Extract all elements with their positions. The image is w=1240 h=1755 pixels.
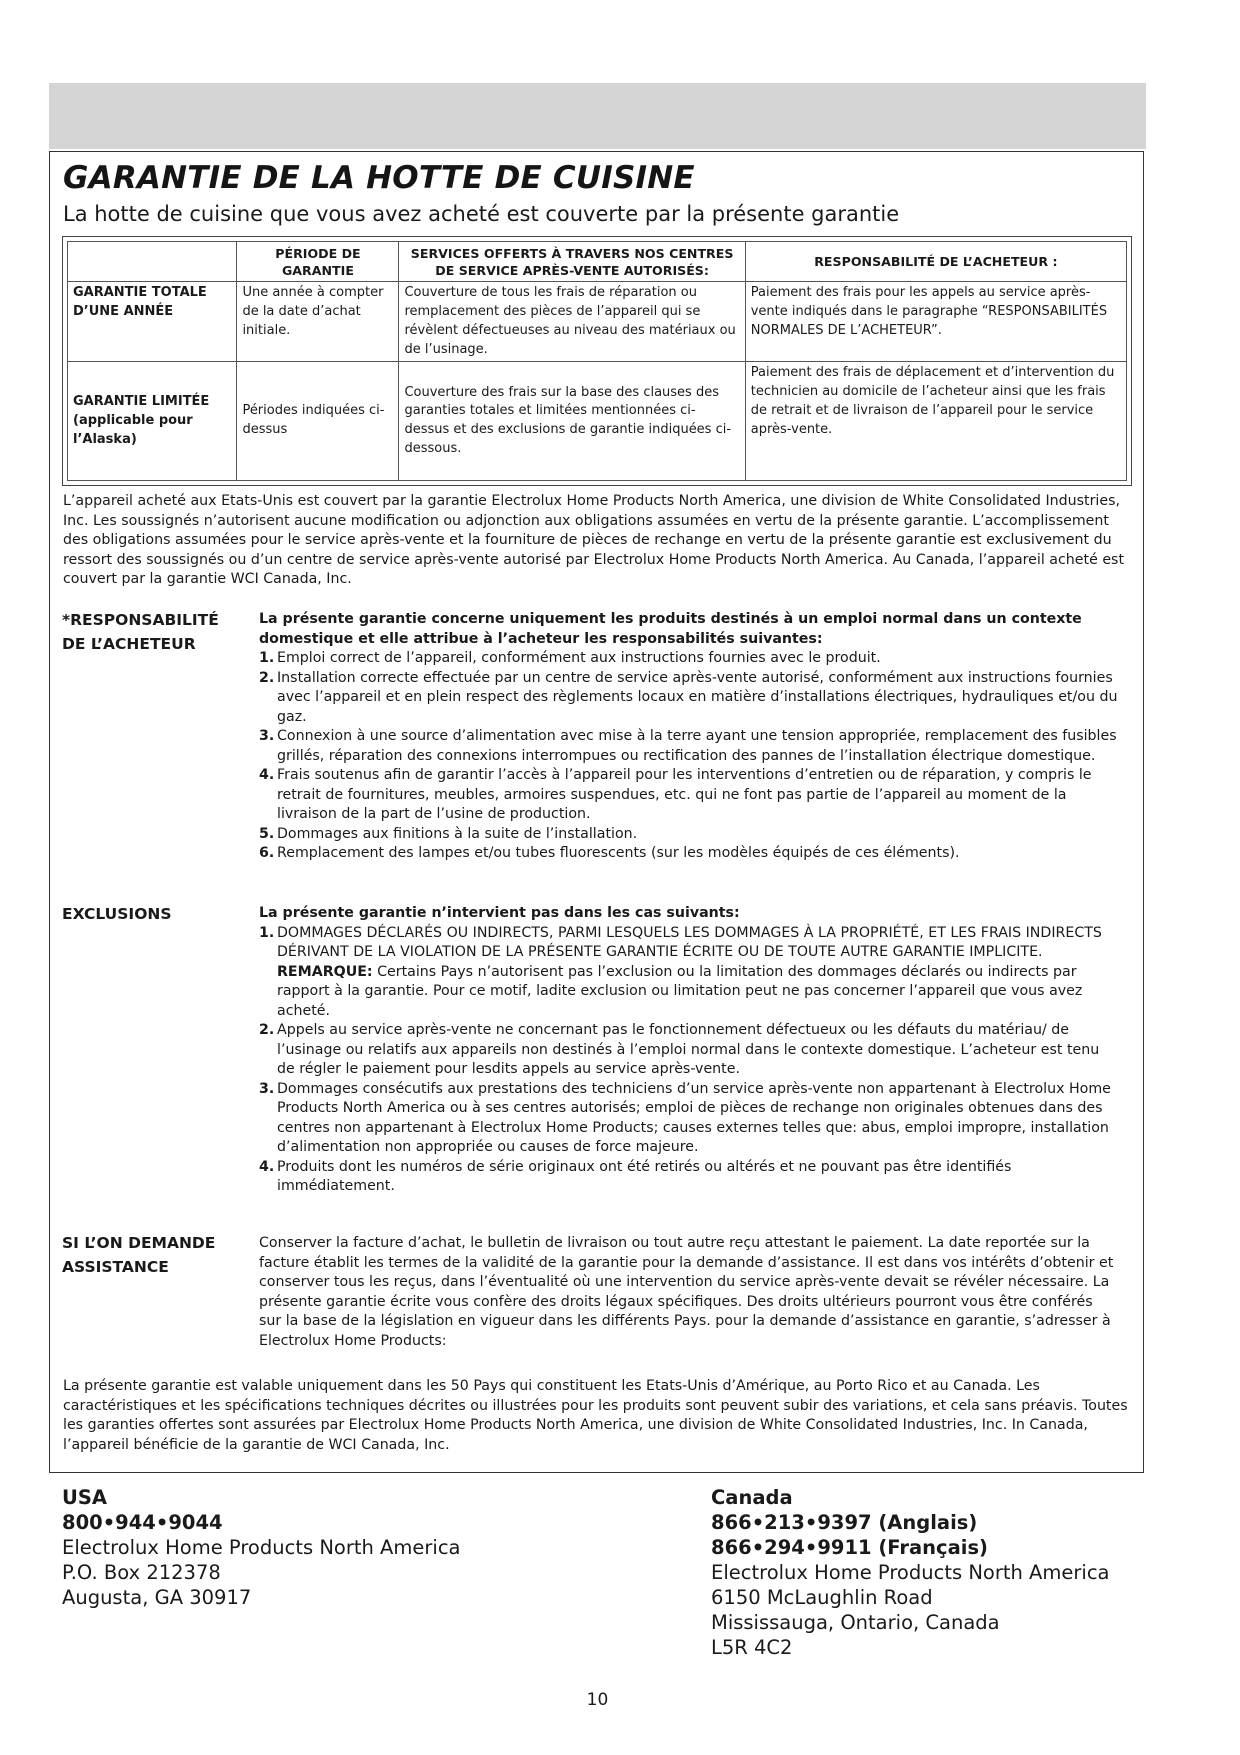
table-cell: Périodes indiquées ci-dessus — [237, 362, 399, 481]
contact-address: Augusta, GA 30917 — [62, 1586, 252, 1609]
list-item — [259, 1158, 1119, 1197]
table-cell: Couverture de tous les frais de réparation ou remplacement des pièces de l’appareil qui se révèlent défectueuses au niveau des matériaux ou de l’usinage. — [399, 282, 745, 362]
contact-country: Canada — [711, 1486, 793, 1509]
header-band — [49, 83, 1146, 149]
contact-phone: 866•213•9397 (Anglais) — [711, 1511, 978, 1534]
list-item-text: Installation correcte effectuée par un centre de service après-vente autorisé, conformément aux instructions fournies avec l’appareil et en plein respect des règlements locaux en matière d’installations électriques, hydrauliques et/ou du gaz. — [277, 669, 1118, 725]
list-item-number: 5. — [259, 825, 275, 842]
table-cell: Couverture des frais sur la base des clauses des garanties totales et limitées mentionnées ci-dessus et des exclusions de garantie indiquées ci-dessous. — [399, 362, 745, 481]
assistance-section — [259, 1234, 1119, 1351]
list-item-text: Dommages consécutifs aux prestations des techniciens d’un service après-vente non appartenant à Electrolux Home Products North America ou à ses centres autorisés; emploi de pièces de rechange non originales obtenues dans des centres non appartenant à Electrolux Home Products; causes externes telles que: abus, emploi impropre, installation d’alimentation non appropriée ou causes de force majeure. — [277, 1080, 1111, 1155]
page-title: GARANTIE DE LA HOTTE DE CUISINE — [63, 160, 695, 196]
responsibility-heading — [62, 608, 247, 656]
table-header-cell: PÉRIODE DE GARANTIE — [237, 242, 399, 282]
responsibility-heading-line: *RESPONSABILITÉ — [62, 611, 219, 629]
list-item — [259, 669, 1119, 728]
table-row — [68, 362, 1127, 481]
contact-address: 6150 McLaughlin Road — [711, 1586, 933, 1609]
table-cell: Une année à compter de la date d’achat initiale. — [237, 282, 399, 362]
list-item-text: Appels au service après-vente ne concernant pas le fonctionnement défectueux ou les défauts du matériau/ de l’usinage ou relatifs aux appareils non destinés à l’emploi normal dans le contexte domestique. L’acheteur est tenu de régler le paiement pour lesdits appels au service après-vente. — [277, 1022, 1100, 1077]
list-item — [259, 766, 1119, 825]
list-item-text: Remplacement des lampes et/ou tubes fluorescents (sur les modèles équipés de ces éléments). — [277, 845, 960, 861]
list-item-text: DOMMAGES DÉCLARÉS OU INDIRECTS, PARMI LESQUELS LES DOMMAGES À LA PROPRIÉTÉ, ET LES FRAIS INDIRECTS DÉRIVANT DE LA VIOLATION DE LA PRÉSENTE GARANTIE ÉCRITE OU DE TOUTE AUTRE GARANTIE IMPLICITE. — [277, 924, 1102, 960]
warranty-table — [67, 241, 1127, 481]
contact-country: USA — [62, 1486, 107, 1509]
contact-company: Electrolux Home Products North America — [711, 1561, 1110, 1584]
table-header-cell: RESPONSABILITÉ DE L’ACHETEUR : — [745, 242, 1126, 282]
note-text: Certains Pays n’autorisent pas l’exclusion ou la limitation des dommages déclarés ou indirects par rapport à la garantie. Pour ce motif, ladite exclusion ou limitation peut ne pas concerner l’appareil que vous avez acheté. — [277, 963, 1083, 1019]
contact-address: Mississauga, Ontario, Canada — [711, 1611, 1000, 1634]
responsibility-lead: La présente garantie concerne uniquement les produits destinés à un emploi normal dans un contexte domestique et elle attribue à l’acheteur les responsabilités suivantes: — [259, 611, 1082, 647]
contact-address: P.O. Box 212378 — [62, 1561, 221, 1584]
list-item — [259, 844, 1119, 864]
responsibility-section — [259, 610, 1119, 864]
responsibility-heading-line: DE L’ACHETEUR — [62, 635, 196, 653]
list-item-number: 4. — [259, 767, 275, 783]
list-item — [259, 924, 1119, 1022]
list-item-number: 2. — [259, 669, 275, 686]
contact-company: Electrolux Home Products North America — [62, 1536, 461, 1559]
list-item — [259, 1021, 1119, 1080]
list-item-number: 3. — [259, 1080, 275, 1097]
table-cell: Paiement des frais de déplacement et d’intervention du technicien au domicile de l’acheteur ainsi que les frais de retrait et de livraison de l’appareil pour le service après-vente. — [745, 362, 1126, 481]
table-row — [68, 282, 1127, 362]
list-item — [259, 1080, 1119, 1158]
list-item-text: Connexion à une source d’alimentation avec mise à la terre ayant une tension appropriée, remplacement des fusibles grillés, réparation des connexions interrompues ou rectification des pannes de l’installation électrique domestique. — [277, 728, 1117, 764]
list-item — [259, 825, 1119, 845]
table-cell: Paiement des frais pour les appels au service après-vente indiqués dans le paragraphe “RESPONSABILITÉS NORMALES DE L’ACHETEUR”. — [745, 282, 1126, 362]
table-row-label: GARANTIE TOTALE D’UNE ANNÉE — [68, 282, 237, 362]
list-item — [259, 727, 1119, 766]
responsibility-list — [259, 649, 1119, 864]
contact-usa — [62, 1485, 461, 1610]
warranty-table-container — [62, 236, 1132, 486]
list-item-text: Frais soutenus afin de garantir l’accès à l’appareil pour les interventions d’entretien ou de réparation, y compris le retrait de fournitures, meubles, armoires suspendues, etc. qui ne font pas partie de l’appareil au moment de la livraison de la part de l’usine de production. — [277, 767, 1092, 822]
exclusions-note — [277, 963, 1119, 1022]
assistance-heading-line: ASSISTANCE — [62, 1258, 169, 1276]
table-row-label: GARANTIE LIMITÉE (applicable pour l’Alaska) — [68, 362, 237, 481]
table-header-row — [68, 242, 1127, 282]
list-item-number: 1. — [259, 650, 275, 666]
contact-canada — [711, 1485, 1110, 1660]
note-label: REMARQUE: — [277, 963, 373, 980]
list-item-text: Emploi correct de l’appareil, conformément aux instructions fournies avec le produit. — [277, 650, 881, 666]
page-subtitle: La hotte de cuisine que vous avez acheté est couverte par la présente garantie — [63, 202, 900, 226]
closing-paragraph: La présente garantie est valable uniquement dans les 50 Pays qui constituent les Etats-Unis d’Amérique, au Porto Rico et au Canada. Les caractéristiques et les spécifications techniques décrites ou illustrées pour les produits sont peuvent subir des variations, et cela sans préavis. Toutes les garanties offertes sont assurées par Electrolux Home Products North America, une division de White Consolidated Industries, Inc. In Canada, l’appareil bénéficie de la garantie de WCI Canada, Inc. — [63, 1378, 1128, 1453]
contact-phone: 800•944•9044 — [62, 1511, 223, 1534]
exclusions-lead: La présente garantie n’intervient pas dans les cas suivants: — [259, 905, 740, 921]
list-item-number: 2. — [259, 1022, 275, 1038]
list-item-number: 1. — [259, 924, 275, 941]
contact-phone: 866•294•9911 (Français) — [711, 1536, 988, 1559]
intro-paragraph: L’appareil acheté aux Etats-Unis est couvert par la garantie Electrolux Home Products North America, une division de White Consolidated Industries, Inc. Les soussignés n’autorisent aucune modification ou adjonction aux obligations assumées en vertu de la présente garantie. L’accomplissement des obligations assumées pour le service après-vente et la fourniture de pièces de rechange en vertu de la présente garantie est exclusivement du ressort des soussignés ou d’un centre de service après-vente autorisé par Electrolux Home Products North America. Au Canada, l’appareil acheté est couvert par la garantie WCI Canada, Inc. — [63, 493, 1125, 588]
assistance-text: Conserver la facture d’achat, le bulletin de livraison ou tout autre reçu attestant le paiement. La date reportée sur la facture établit les termes de la validité de la garantie pour la demande d’assistance. Il est dans vos intérêts d’obtenir et conserver tous les reçus, dans l’éventualité où une intervention du service après-vente devait se révéler nécessaire. La présente garantie écrite vous confère des droits légaux spécifiques. Des droits ultérieurs pourront vous être conférés sur la base de la législation en vigueur dans les différents Pays. pour la demande d’assistance en garantie, s’adresser à Electrolux Home Products: — [259, 1235, 1114, 1349]
assistance-heading — [62, 1231, 247, 1279]
exclusions-list — [259, 924, 1119, 1197]
list-item — [259, 649, 1119, 669]
exclusions-section — [259, 904, 1119, 1197]
list-item-text: Produits dont les numéros de série originaux ont été retirés ou altérés et ne pouvant pas être identifiés immédiatement. — [277, 1158, 1012, 1194]
list-item-number: 4. — [259, 1158, 275, 1175]
table-header-cell: SERVICES OFFERTS À TRAVERS NOS CENTRES DE SERVICE APRÈS-VENTE AUTORISÉS: — [399, 242, 745, 282]
exclusions-heading: EXCLUSIONS — [62, 905, 172, 923]
contact-postal-code: L5R 4C2 — [711, 1636, 793, 1659]
list-item-number: 6. — [259, 845, 275, 861]
page-number: 10 — [586, 1690, 609, 1710]
table-header-cell — [68, 242, 237, 282]
list-item-text: Dommages aux finitions à la suite de l’installation. — [277, 825, 638, 842]
assistance-heading-line: SI L’ON DEMANDE — [62, 1234, 216, 1252]
list-item-number: 3. — [259, 728, 275, 744]
